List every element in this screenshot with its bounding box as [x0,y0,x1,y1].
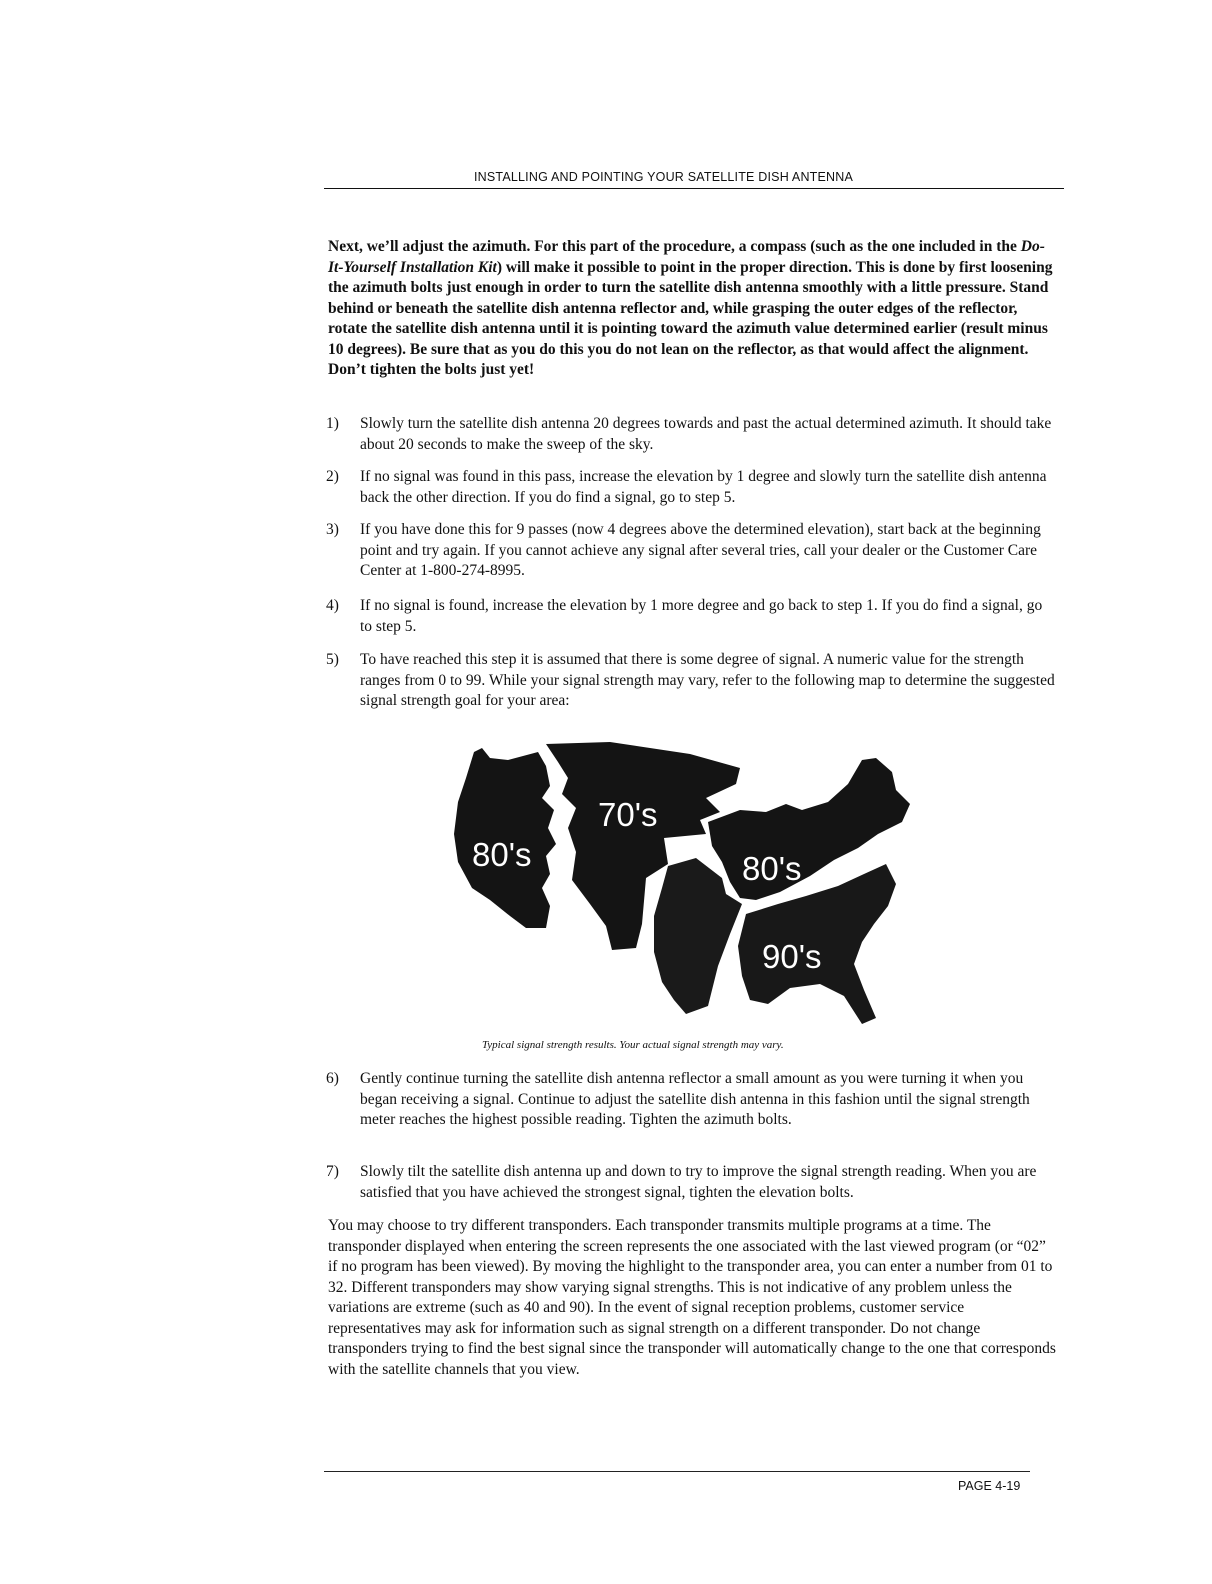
step-number: 7) [326,1163,339,1180]
step-text: If you have done this for 9 passes (now 4 degrees above the determined elevation), start back at the beginning point and try again. If you cannot achieve any signal after several tries, call your dealer or the Customer Care Center at 1-800-274-8995. [360,521,1041,579]
step-text: To have reached this step it is assumed that there is some degree of signal. A numeric value for the strength ranges from 0 to 99. While your signal strength may vary, refer to the following map to determine the suggested signal strength goal for your area: [360,651,1055,709]
intro-paragraph [328,237,1058,381]
step-number: 4) [326,597,339,614]
intro-part-2: ) will make it possible to point in the proper direction. This is done by first loosening the azimuth bolts just enough in order to turn the satellite dish antenna smoothly with a little pressure. Stand behind or beneath the satellite dish antenna reflector and, while grasping the outer edges of the reflector, rotate the satellite dish antenna until it is pointing toward the azimuth value determined earlier (result minus 10 degrees). Be sure that as you do this you do not lean on the reflector, as that would affect the alignment. Don’t tighten the bolts just yet! [328,258,1053,378]
map-label-central: 70's [598,796,658,833]
intro-part-1: Next, we’ll adjust the azimuth. For this part of the procedure, a compass (such as the one included in the [328,238,1021,255]
step-number: 3) [326,521,339,538]
closing-paragraph: You may choose to try different transponders. Each transponder transmits multiple programs at a time. The transponder displayed when entering the screen represents the one associated with the last viewed program (or “02” if no program has been viewed). By moving the highlight to the transponder area, you can enter a number from 01 to 32. Different transponders may show varying signal strengths. This is not indicative of any problem unless the variations are extreme (such as 40 and 90). In the event of signal reception problems, customer service representatives may ask for information such as signal strength on a different transponder. Do not change transponders trying to find the best signal since the transponder will automatically change to the one that corresponds with the satellite channels that you view. [328,1217,1056,1378]
page-number: PAGE 4-19 [958,1479,1021,1493]
step-number: 2) [326,468,339,485]
map-label-west: 80's [472,836,532,873]
step-text: Slowly tilt the satellite dish antenna up and down to try to improve the signal strength reading. When you are satisfied that you have achieved the strongest signal, tighten the elevation bolts. [360,1163,1037,1201]
step-number: 1) [326,415,339,432]
us-map-graphic [450,738,916,1030]
map-region-south-central [654,858,742,1014]
step-text: Slowly turn the satellite dish antenna 20 degrees towards and past the actual determined azimuth. It should take about 20 seconds to make the sweep of the sky. [360,415,1052,453]
header-rule [324,188,1064,189]
step-text: Gently continue turning the satellite dish antenna reflector a small amount as you were turning it when you began receiving a signal. Continue to adjust the satellite dish antenna in this fashion until the signal strength meter reaches the highest possible reading. Tighten the azimuth bolts. [360,1070,1030,1128]
map-label-southeast: 90's [762,938,822,975]
step-text: If no signal was found in this pass, increase the elevation by 1 degree and slowly turn the satellite dish antenna back the other direction. If you do find a signal, go to step 5. [360,468,1047,506]
step-number: 5) [326,651,339,668]
step-number: 6) [326,1070,339,1087]
step-text: If no signal is found, increase the elevation by 1 more degree and go back to step 1. If you do find a signal, go to step 5. [360,597,1043,635]
signal-strength-map [450,738,916,1030]
footer-rule [324,1471,1030,1472]
map-label-northeast: 80's [742,850,802,887]
kit-name: Do-It-Yourself Installation Kit [328,238,1045,276]
page-header-title: INSTALLING AND POINTING YOUR SATELLITE DISH ANTENNA [474,170,854,184]
map-caption: Typical signal strength results. Your actual signal strength may vary. [482,1039,784,1051]
